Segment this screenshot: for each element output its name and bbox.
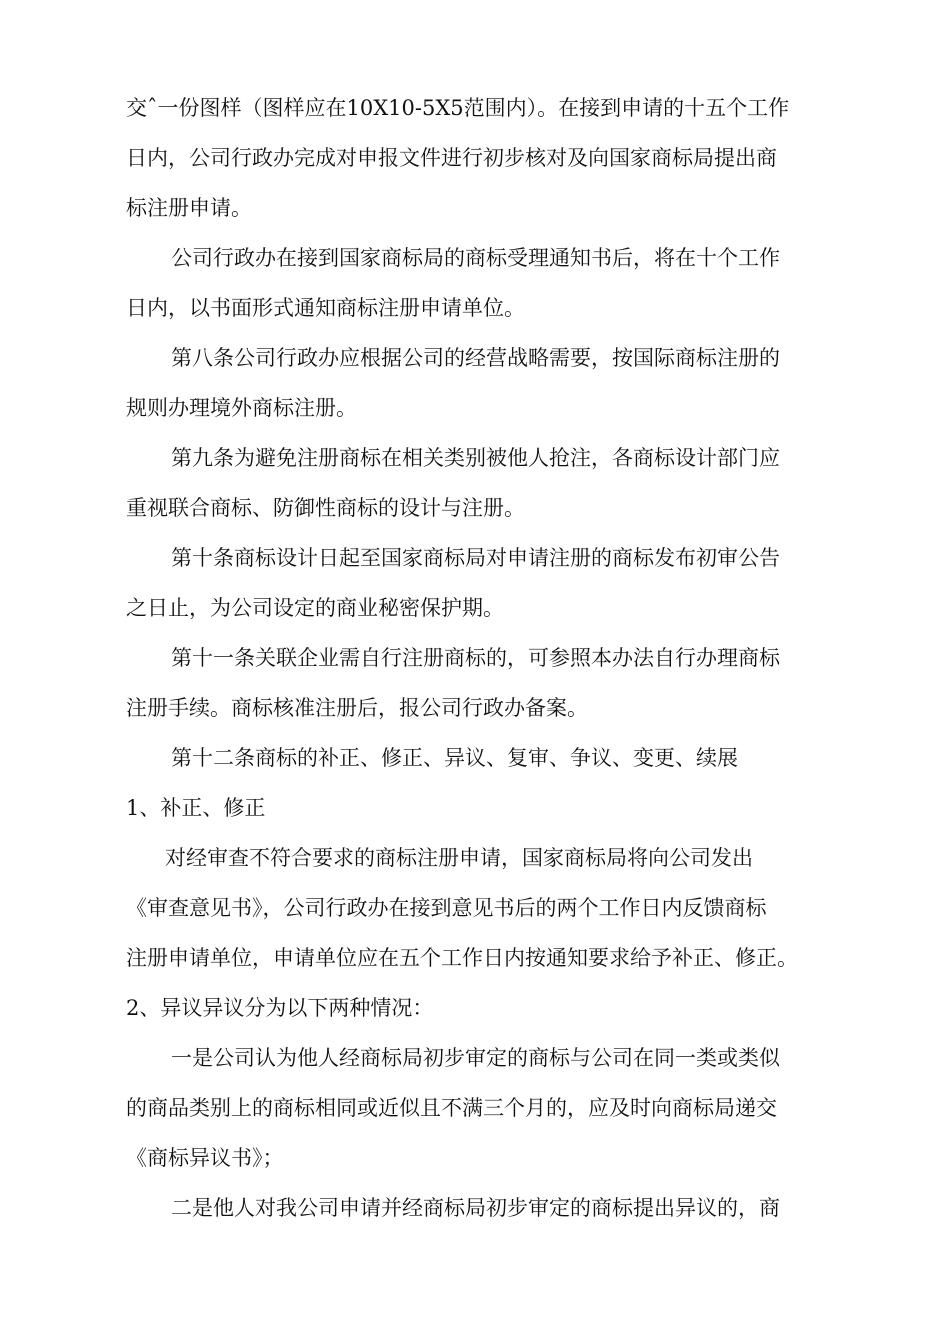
text-line: 交ˆ一份图样（图样应在10X10-5X5范围内）。在接到申请的十五个工作 bbox=[126, 96, 790, 120]
text-line: 第八条公司行政办应根据公司的经营战略需要，按国际商标注册的 bbox=[171, 346, 780, 370]
text-line: 二是他人对我公司申请并经商标局初步审定的商标提出异议的，商 bbox=[171, 1196, 780, 1220]
text-line: 日内，以书面形式通知商标注册申请单位。 bbox=[126, 296, 525, 320]
text-line: 公司行政办在接到国家商标局的商标受理通知书后，将在十个工作 bbox=[171, 246, 780, 270]
text-line: 之日止，为公司设定的商业秘密保护期。 bbox=[126, 596, 504, 620]
text-line: 的商品类别上的商标相同或近似且不满三个月的，应及时向商标局递交 bbox=[126, 1096, 777, 1120]
subsection-heading: 2、异议异议分为以下两种情况： bbox=[126, 996, 434, 1020]
text-line: 对经审查不符合要求的商标注册申请，国家商标局将向公司发出 bbox=[165, 846, 753, 870]
text-line: 第九条为避免注册商标在相关类别被他人抢注，各商标设计部门应 bbox=[171, 446, 780, 470]
text-line: 注册申请单位，申请单位应在五个工作日内按通知要求给予补正、修正。 bbox=[126, 946, 798, 970]
text-line: 注册手续。商标核准注册后，报公司行政办备案。 bbox=[126, 696, 588, 720]
text-line: 《审查意见书》，公司行政办在接到意见书后的两个工作日内反馈商标 bbox=[126, 896, 767, 920]
text-line: 《商标异议书》； bbox=[126, 1146, 284, 1170]
subsection-heading: 1、补正、修正 bbox=[126, 796, 266, 820]
text-line: 重视联合商标、防御性商标的设计与注册。 bbox=[126, 496, 525, 520]
text-line: 日内，公司行政办完成对申报文件进行初步核对及向国家商标局提出商 bbox=[126, 146, 777, 170]
text-line: 规则办理境外商标注册。 bbox=[126, 396, 357, 420]
text-line: 第十一条关联企业需自行注册商标的，可参照本办法自行办理商标 bbox=[171, 646, 780, 670]
text-line: 一是公司认为他人经商标局初步审定的商标与公司在同一类或类似 bbox=[171, 1046, 780, 1070]
section-heading: 第十二条商标的补正、修正、异议、复审、争议、变更、续展 bbox=[171, 746, 738, 770]
text-line: 标注册申请。 bbox=[126, 196, 252, 220]
text-line: 第十条商标设计日起至国家商标局对申请注册的商标发布初审公告 bbox=[171, 546, 780, 570]
